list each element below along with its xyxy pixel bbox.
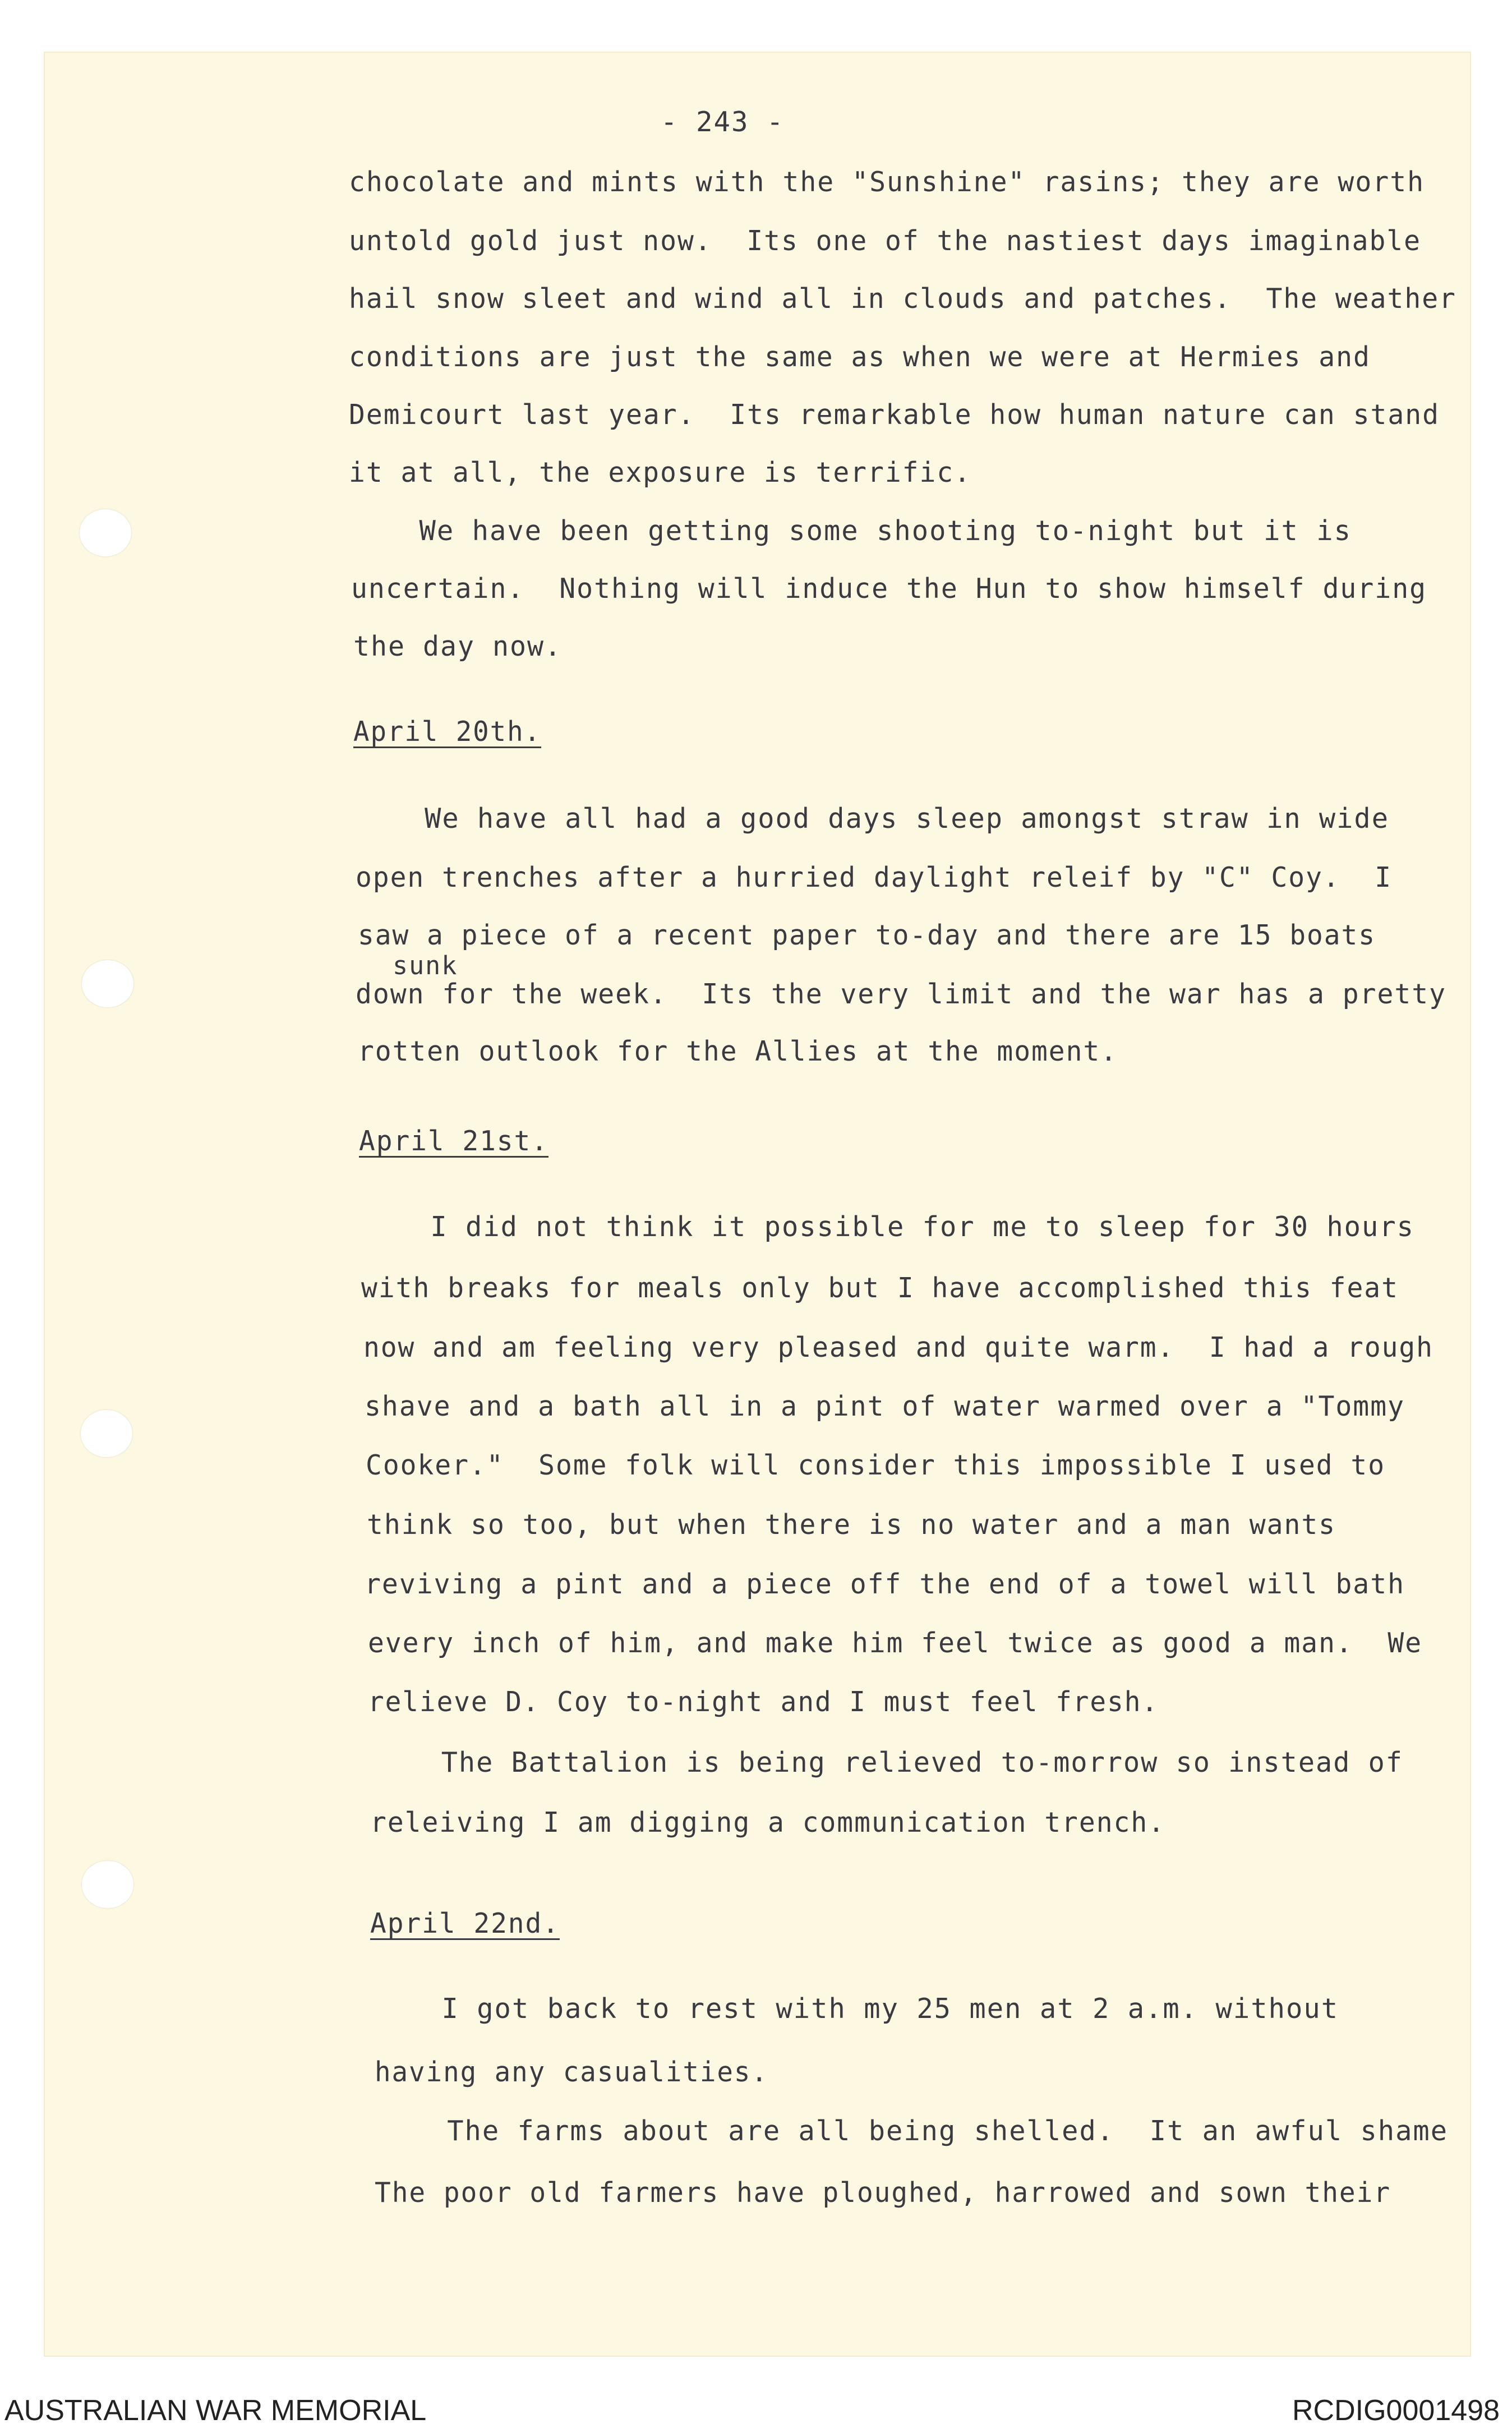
text-line: it at all, the exposure is terrific. (349, 457, 971, 489)
text-line: untold gold just now. Its one of the nastiest days imaginable (349, 225, 1422, 257)
text-line: The Battalion is being relieved to-morrow so instead of (371, 1747, 1403, 1778)
text-line: releiving I am digging a communication trench. (370, 1807, 1166, 1838)
text-line: Cooker." Some folk will consider this impossible I used to (366, 1449, 1386, 1481)
text-line: think so too, but when there is no water and a man wants (367, 1509, 1336, 1541)
text-line: having any casualities. (375, 2056, 768, 2088)
text-line: I did not think it possible for me to sleep for 30 hours (360, 1211, 1415, 1243)
text-line: the day now. (353, 630, 563, 662)
punch-hole (81, 1410, 132, 1457)
text-line: reviving a pint and a piece off the end of a towel will bath (365, 1568, 1405, 1600)
page-number: - 243 - (661, 106, 785, 138)
punch-hole (82, 1861, 133, 1908)
punch-hole (80, 509, 131, 556)
text-line: uncertain. Nothing will induce the Hun to show himself during (351, 573, 1427, 605)
date-heading: April 22nd. (370, 1907, 560, 1939)
footer-archive-name: AUSTRALIAN WAR MEMORIAL (4, 2394, 427, 2427)
text-line: I got back to rest with my 25 men at 2 a.m. without (371, 1993, 1339, 2025)
text-line: every inch of him, and make him feel twice as good a man. We (368, 1627, 1423, 1659)
text-line: relieve D. Coy to-night and I must feel fresh. (368, 1686, 1159, 1718)
text-line: chocolate and mints with the "Sunshine" rasins; they are worth (349, 166, 1425, 198)
text-line: We have all had a good days sleep amongst straw in wide (354, 803, 1389, 835)
text-line: We have been getting some shooting to-night but it is (349, 515, 1352, 547)
text-line: hail snow sleet and wind all in clouds and patches. The weather (349, 283, 1456, 315)
text-line: now and am feeling very pleased and quite warm. I had a rough (363, 1331, 1433, 1363)
text-line: down for the week. Its the very limit and the war has a pretty (356, 978, 1447, 1010)
date-heading: April 21st. (359, 1125, 548, 1157)
text-line: shave and a bath all in a pint of water warmed over a "Tommy (365, 1390, 1405, 1422)
text-line: The poor old farmers have ploughed, harrowed and sown their (375, 2177, 1391, 2209)
text-line: conditions are just the same as when we were at Hermies and (349, 341, 1371, 373)
handwritten-insertion: sunk (393, 951, 458, 980)
date-heading: April 20th. (353, 716, 542, 748)
text-line: with breaks for meals only but I have accomplished this feat (361, 1272, 1399, 1304)
punch-hole (82, 960, 133, 1007)
text-line: open trenches after a hurried daylight releif by "C" Coy. I (356, 861, 1393, 893)
text-line: Demicourt last year. Its remarkable how human nature can stand (349, 399, 1440, 431)
text-line: rotten outlook for the Allies at the moment. (358, 1035, 1118, 1067)
footer-document-id: RCDIG0001498 (1292, 2394, 1500, 2427)
text-line: saw a piece of a recent paper to-day and there are 15 boats (358, 919, 1376, 951)
text-line: The farms about are all being shelled. It an awful shame (377, 2115, 1449, 2147)
